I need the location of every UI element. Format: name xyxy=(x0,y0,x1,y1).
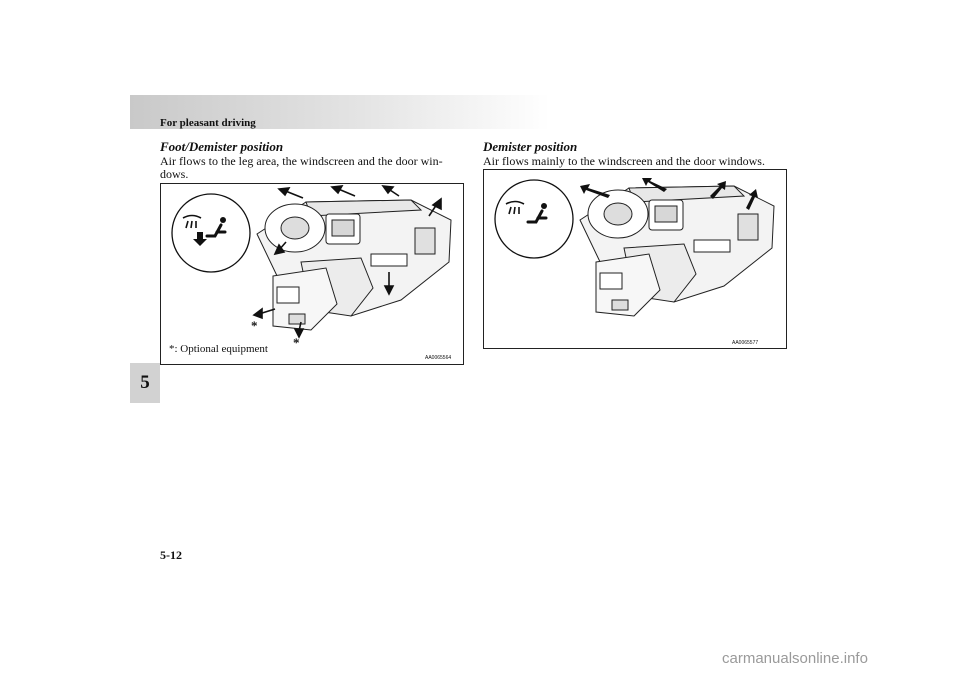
body-text-line-1: Air flows to the leg area, the windscreen and the door win- xyxy=(160,154,443,168)
body-text-line-2: dows. xyxy=(160,167,189,181)
figure-demister xyxy=(483,169,787,349)
page-number: 5-12 xyxy=(160,548,182,562)
footer-watermark: carmanualsonline.info xyxy=(722,650,868,667)
chapter-tab: 5 xyxy=(130,363,160,403)
dashboard-illustration xyxy=(161,184,463,364)
page-header-title: For pleasant driving xyxy=(160,117,256,129)
section-heading-foot-demister: Foot/Demister position xyxy=(160,139,284,154)
dashboard-illustration xyxy=(484,170,786,348)
figure-code: AA0065577 xyxy=(732,340,759,346)
body-text-demister: Air flows mainly to the windscreen and the door windows. xyxy=(483,154,765,168)
figure-foot-demister xyxy=(160,183,464,365)
optional-marker-2: * xyxy=(293,335,300,350)
optional-marker-1: * xyxy=(251,318,258,333)
figure-footnote: *: Optional equipment xyxy=(169,343,268,355)
section-heading-demister: Demister position xyxy=(483,139,578,154)
figure-code: AA0065564 xyxy=(425,355,452,361)
